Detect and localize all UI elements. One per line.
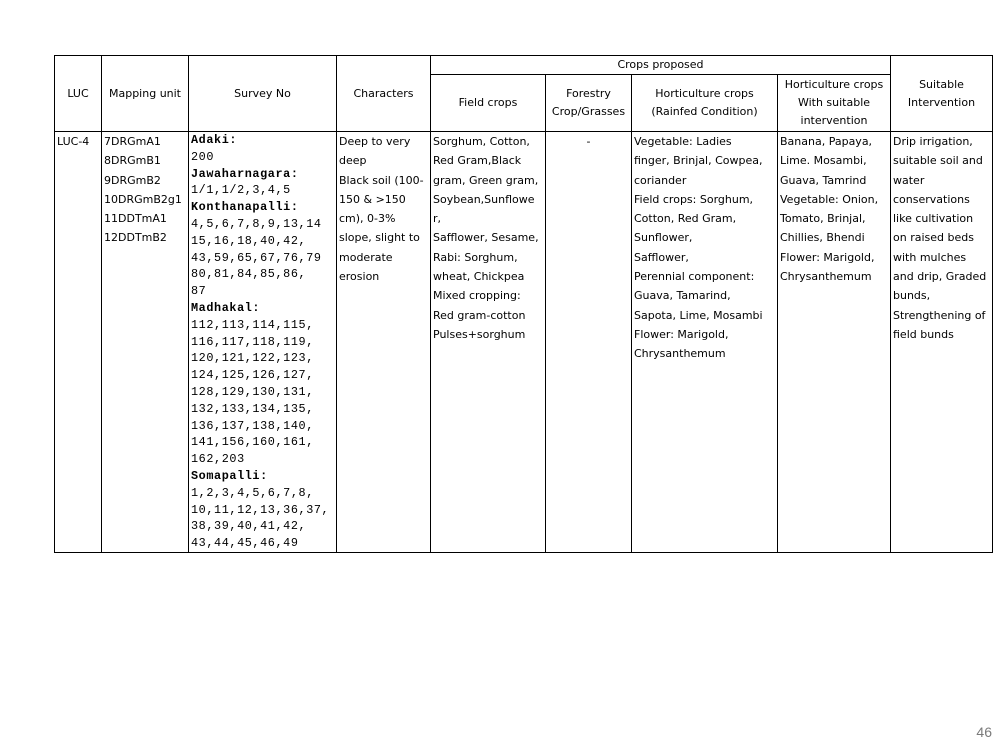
suitable-intervention-line: on raised beds [893, 231, 974, 245]
cell-suitable-intervention [891, 132, 993, 553]
cell-forestry: - [546, 132, 632, 553]
cell-luc: LUC-4 [55, 132, 102, 553]
survey-numbers: 15,16,18,40,42, [191, 233, 307, 248]
field-crops-line: Rabi: Sorghum, [433, 250, 518, 264]
horticulture-rainfed-line: Sapota, Lime, Mosambi [634, 308, 763, 322]
survey-numbers: 132,133,134,135, [191, 401, 314, 416]
survey-numbers: 112,113,114,115, [191, 317, 314, 332]
horticulture-intervention-line: Banana, Papaya, [780, 135, 873, 148]
horticulture-rainfed-line: Sunflower, [634, 231, 693, 245]
village-name: Madhakal: [191, 300, 261, 315]
survey-numbers: 43,59,65,67,76,79 [191, 250, 322, 265]
characters-line: cm), 0-3% [339, 212, 396, 226]
header-field-crops: Field crops [431, 75, 546, 132]
suitable-intervention-line: like cultivation [893, 212, 974, 226]
suitable-intervention-line: with mulches [893, 250, 967, 264]
horticulture-rainfed-line: coriander [634, 173, 687, 187]
survey-numbers: 43,44,45,46,49 [191, 536, 299, 551]
horticulture-intervention-line: Chillies, Bhendi [780, 231, 865, 245]
header-mapping-unit: Mapping unit [102, 56, 189, 132]
survey-numbers: 38,39,40,41,42, [191, 519, 307, 534]
horticulture-rainfed-line: finger, Brinjal, Cowpea, [634, 154, 763, 168]
field-crops-line: gram, Green gram, [433, 173, 539, 187]
suitable-intervention-line: field bunds [893, 327, 954, 341]
cell-field-crops [431, 132, 546, 553]
header-suitable-intervention: Suitable Intervention [891, 56, 993, 132]
suitable-intervention-line: Drip irrigation, [893, 135, 973, 148]
cell-mapping-units [102, 132, 189, 553]
characters-line: 150 & >150 [339, 192, 406, 206]
suitable-intervention-line: bunds, [893, 289, 931, 303]
characters-line: erosion [339, 270, 380, 284]
mapping-unit: 9DRGmB2 [104, 173, 161, 187]
village-name: Jawaharnagara: [191, 166, 299, 181]
horticulture-intervention-line: Guava, Tamrind [780, 173, 867, 187]
survey-numbers: 141,156,160,161, [191, 435, 314, 450]
village-name: Adaki: [191, 133, 238, 147]
cell-survey-no [189, 132, 337, 553]
horticulture-intervention-line: Tomato, Brinjal, [780, 212, 866, 226]
characters-line: deep [339, 154, 367, 168]
horticulture-rainfed-line: Perennial component: [634, 270, 755, 284]
horticulture-intervention-line: Flower: Marigold, [780, 250, 875, 264]
horticulture-rainfed-line: Field crops: Sorghum, [634, 192, 754, 206]
field-crops-line: Mixed cropping: [433, 289, 521, 303]
survey-numbers: 1/1,1/2,3,4,5 [191, 183, 291, 198]
characters-line: slope, slight to [339, 231, 420, 245]
characters-line: Deep to very [339, 135, 411, 148]
survey-numbers: 80,81,84,85,86, [191, 267, 307, 282]
mapping-unit: 10DRGmB2g1 [104, 192, 182, 206]
characters-line: moderate [339, 250, 393, 264]
horticulture-intervention-line: Lime. Mosambi, [780, 154, 867, 168]
survey-numbers: 120,121,122,123, [191, 351, 314, 366]
mapping-unit: 8DRGmB1 [104, 154, 161, 168]
header-survey-no: Survey No [189, 56, 337, 132]
horticulture-rainfed-line: Guava, Tamarind, [634, 289, 731, 303]
header-forestry: Forestry Crop/Grasses [546, 75, 632, 132]
header-horticulture-intervention: Horticulture crops With suitable intervention [778, 75, 891, 132]
suitable-intervention-line: suitable soil and [893, 154, 983, 168]
horticulture-intervention-line: Vegetable: Onion, [780, 192, 879, 206]
suitable-intervention-line: and drip, Graded [893, 270, 987, 284]
survey-numbers: 128,129,130,131, [191, 384, 314, 399]
mapping-unit: 7DRGmA1 [104, 135, 161, 148]
suitable-intervention-line: water [893, 173, 925, 187]
horticulture-rainfed-line: Safflower, [634, 250, 689, 264]
cell-characters [337, 132, 431, 553]
field-crops-line: r, [433, 212, 442, 226]
field-crops-line: Red gram-cotton [433, 308, 526, 322]
survey-numbers: 4,5,6,7,8,9,13,14 [191, 216, 322, 231]
suitable-intervention-line: conservations [893, 192, 970, 206]
survey-numbers: 162,203 [191, 452, 245, 467]
horticulture-rainfed-line: Vegetable: Ladies [634, 135, 732, 148]
suitable-intervention-line: Strengthening of [893, 308, 986, 322]
survey-numbers: 124,125,126,127, [191, 368, 314, 383]
survey-numbers: 10,11,12,13,36,37, [191, 502, 330, 517]
field-crops-line: Soybean,Sunflowe [433, 192, 535, 206]
village-name: Konthanapalli: [191, 200, 299, 215]
horticulture-rainfed-line: Chrysanthemum [634, 347, 726, 361]
survey-numbers: 116,117,118,119, [191, 334, 314, 349]
table-row [55, 132, 993, 553]
header-horticulture-rainfed: Horticulture crops (Rainfed Condition) [632, 75, 778, 132]
mapping-unit: 12DDTmB2 [104, 231, 167, 245]
horticulture-intervention-line: Chrysanthemum [780, 270, 872, 284]
survey-numbers: 1,2,3,4,5,6,7,8, [191, 485, 314, 500]
field-crops-line: Red Gram,Black [433, 154, 522, 168]
page-number: 46 [976, 724, 992, 740]
horticulture-rainfed-line: Flower: Marigold, [634, 327, 729, 341]
survey-numbers: 87 [191, 284, 207, 299]
horticulture-rainfed-line: Cotton, Red Gram, [634, 212, 737, 226]
field-crops-line: Sorghum, Cotton, [433, 135, 530, 148]
field-crops-line: wheat, Chickpea [433, 270, 525, 284]
mapping-unit: 11DDTmA1 [104, 212, 167, 226]
field-crops-line: Safflower, Sesame, [433, 231, 539, 245]
field-crops-line: Pulses+sorghum [433, 327, 526, 341]
village-name: Somapalli: [191, 468, 268, 483]
header-luc: LUC [55, 56, 102, 132]
cell-horticulture-rainfed [632, 132, 778, 553]
characters-line: Black soil (100- [339, 173, 424, 187]
land-use-table [54, 55, 993, 553]
header-characters: Characters [337, 56, 431, 132]
header-crops-proposed: Crops proposed [431, 56, 891, 75]
survey-numbers: 136,137,138,140, [191, 418, 314, 433]
survey-numbers: 200 [191, 149, 215, 164]
cell-horticulture-intervention [778, 132, 891, 553]
